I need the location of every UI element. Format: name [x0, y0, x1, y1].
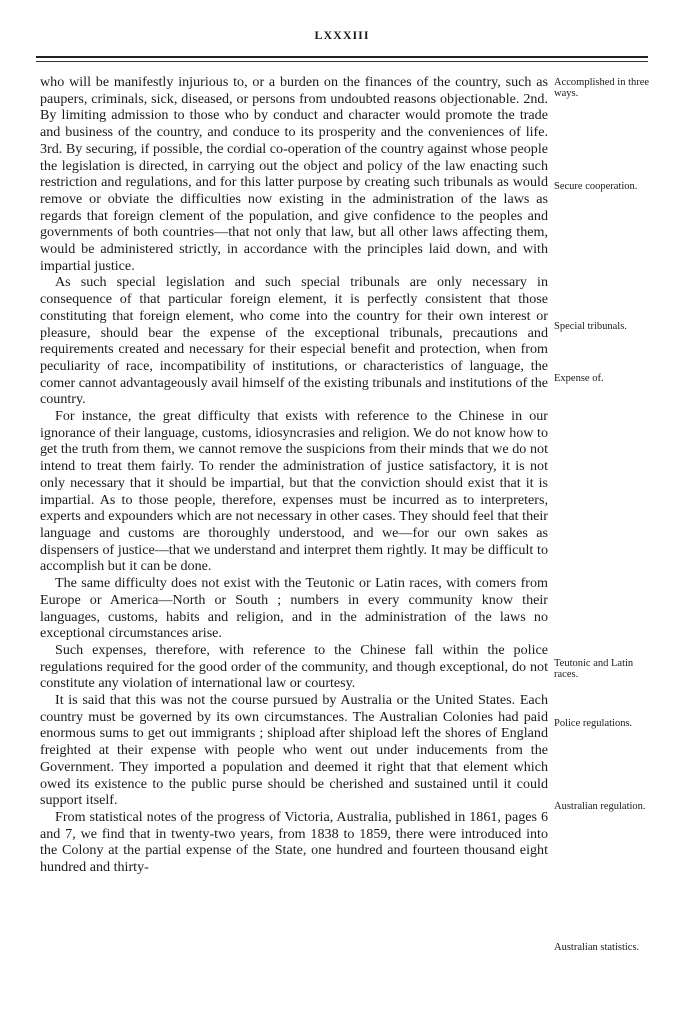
margin-note-australian-statistics: Australian statistics. — [554, 942, 640, 953]
margin-note-secure-cooperation: Secure cooperation. — [554, 181, 638, 192]
page-number: LXXXIII — [314, 28, 370, 42]
margin-note-teutonic-latin: Teutonic and Latin races. — [554, 658, 634, 680]
paragraph-victoria-statistics: From statistical notes of the progress of Victoria, Australia, published in 1861, pages 6 and 7, we find that in twenty-two years, from 1838 to 1859, there were introduced into the Colony at the partial expense of the State, one hundred and fourteen thousand eight hundred and thirty- — [40, 808, 548, 876]
paragraph-teutonic-latin: The same difficulty does not exist with the Teutonic or Latin races, with comers from Europe or America—North or South ; numbers in every community know their languages, customs, habits and religion, and in the administration of the laws no exceptional circumstances arise. — [40, 575, 548, 642]
paragraph-police-regulations: Such expenses, therefore, with reference to the Chinese fall within the police regulations required for the good order of the community, and though exceptional, do not constitute any violation of international law or courtesy. — [40, 641, 548, 692]
paragraph-chinese-difficulty: For instance, the great difficulty that exists with reference to the Chinese in our ignorance of their language, customs, idiosyncrasies and religion. We do not know how to get the truth from them, we cannot remove the suspicions from their minds that we do not intend to treat them fairly. To render the administration of justice satisfactory, it is not only necessary that it should be impartial, but that the conviction should exist that it is impartial. As to those people, therefore, expenses must be incurred as to interpreters, experts and expounders which are not necessary in other cases. They should feel that their language and customs are thoroughly understood, and we—for our own sakes as dispensers of justice—that we understand and interpret them rightly. It may be difficult to accomplish but it can be done. — [40, 408, 548, 575]
paragraph-continuation: who will be manifestly injurious to, or a burden on the finances of the country, such as paupers, criminals, sick, diseased, or persons from undoubted reasons objectionable. 2nd. By limiting admission to those who by conduct and character would promote the trade and business of the country, and conduce to its prosperity and the conveniences of life. 3rd. By securing, if possible, the cordial co-operation of the country against whose people the legislation is directed, in carrying out the object and policy of the law enacting such restriction and regulations, and for this latter purpose by creating such tribunals as would remove or obviate the difficulties now existing in the administration of the laws as regards that foreign clement of the population, and give confidence to the peoples and governments of both countries—that not only that law, but all other laws affecting them, would be administered strictly, in accordance with the principles laid down, and with impartial justice. — [40, 74, 548, 274]
paragraph-special-tribunals: As such special legislation and such special tribunals are only necessary in consequence of that particular foreign element, it is perfectly consistent that those constituting that foreign element, who come into the country for their own interest or pleasure, should bear the expense of the exceptional tribunals, precautions and requirements created and necessary for their especial benefit and protection, when from peculiarity of race, incompatibility of institutions, or characteristics of language, the comer cannot advantageously avail himself of the existing tribunals and institutions of the country. — [40, 274, 548, 408]
margin-note-police: Police regulations. — [554, 718, 633, 729]
header-rule-thin — [36, 61, 648, 62]
margin-note-special-tribunals: Special tribunals. — [554, 321, 627, 332]
header-rule-thick — [36, 56, 648, 58]
margin-note-accomplished: Accomplished in three ways. — [554, 77, 650, 99]
body-text — [40, 74, 548, 876]
margin-note-australian-regulation: Australian regulation. — [554, 801, 646, 812]
margin-note-expense: Expense of. — [554, 373, 604, 384]
paragraph-australia-us: It is said that this was not the course pursued by Australia or the United States. Each country must be governed by its own circumstances. The Australian Colonies had paid enormous sums to get out immigrants ; shipload after shipload left the shores of England freighted at their expense with people who went out under inducements from the Government. They imported a population and deemed it right that that element which owed its existence to the public purse should be cherished and sustained until it could support itself. — [40, 692, 548, 809]
